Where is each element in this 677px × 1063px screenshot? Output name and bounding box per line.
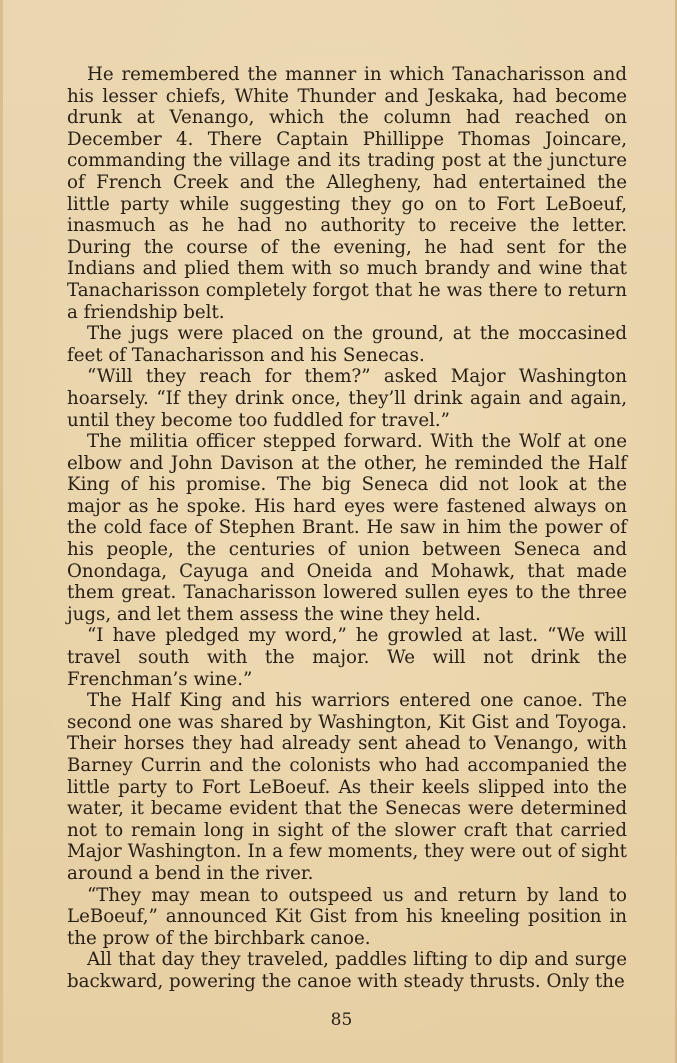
page-number: 85 (330, 1010, 353, 1030)
paragraph: The militia officer stepped forward. With the Wolf at one elbow and John Davison at the other, he reminded the Half King of his promise. The big Seneca did not look at the major as he spoke. His hard eyes were fastened always on the cold face of Stephen Brant. He saw in him the power of his people, the centuries of union between Seneca and Onondaga, Cayuga and Oneida and Mohawk, that made them great. Tanacharisson lowered sullen eyes to the three jugs, and let them assess the wine they held. (67, 431, 627, 625)
paragraph: “I have pledged my word,” he growled at last. “We will travel south with the major. We will not drink the Frenchman’s wine.” (67, 625, 627, 690)
body-text (67, 64, 627, 993)
paragraph: “They may mean to outspeed us and return by land to LeBoeuf,” announced Kit Gist from his kneeling position in the prow of the birchbark canoe. (67, 884, 627, 949)
paragraph: “Will they reach for them?” asked Major Washington hoarsely. “If they drink once, they’ll drink again and again, until they become too fuddled for travel.” (67, 366, 627, 431)
paragraph: All that day they traveled, paddles lifting to dip and surge backward, powering the canoe with steady thrusts. Only the (67, 949, 627, 992)
paragraph: He remembered the manner in which Tanacharisson and his lesser chiefs, White Thunder and Jeskaka, had become drunk at Venango, which the column had reached on December 4. There Captain Phillippe Thomas Joincare, commanding the village and its trading post at the juncture of French Creek and the Allegheny, had entertained the little party while suggesting they go on to Fort LeBoeuf, inasmuch as he had no authority to receive the letter. During the course of the evening, he had sent for the Indians and plied them with so much brandy and wine that Tanacharisson completely forgot that he was there to return a friendship belt. (67, 64, 627, 323)
paragraph: The jugs were placed on the ground, at the moccasined feet of Tanacharisson and his Senecas. (67, 323, 627, 366)
paragraph: The Half King and his warriors entered one canoe. The second one was shared by Washington, Kit Gist and Toyoga. Their horses they had already sent ahead to Venango, with Barney Currin and the colonists who had accompanied the little party to Fort LeBoeuf. As their keels slipped into the water, it became evident that the Senecas were determined not to remain long in sight of the slower craft that carried Major Washington. In a few moments, they were out of sight around a bend in the river. (67, 690, 627, 884)
